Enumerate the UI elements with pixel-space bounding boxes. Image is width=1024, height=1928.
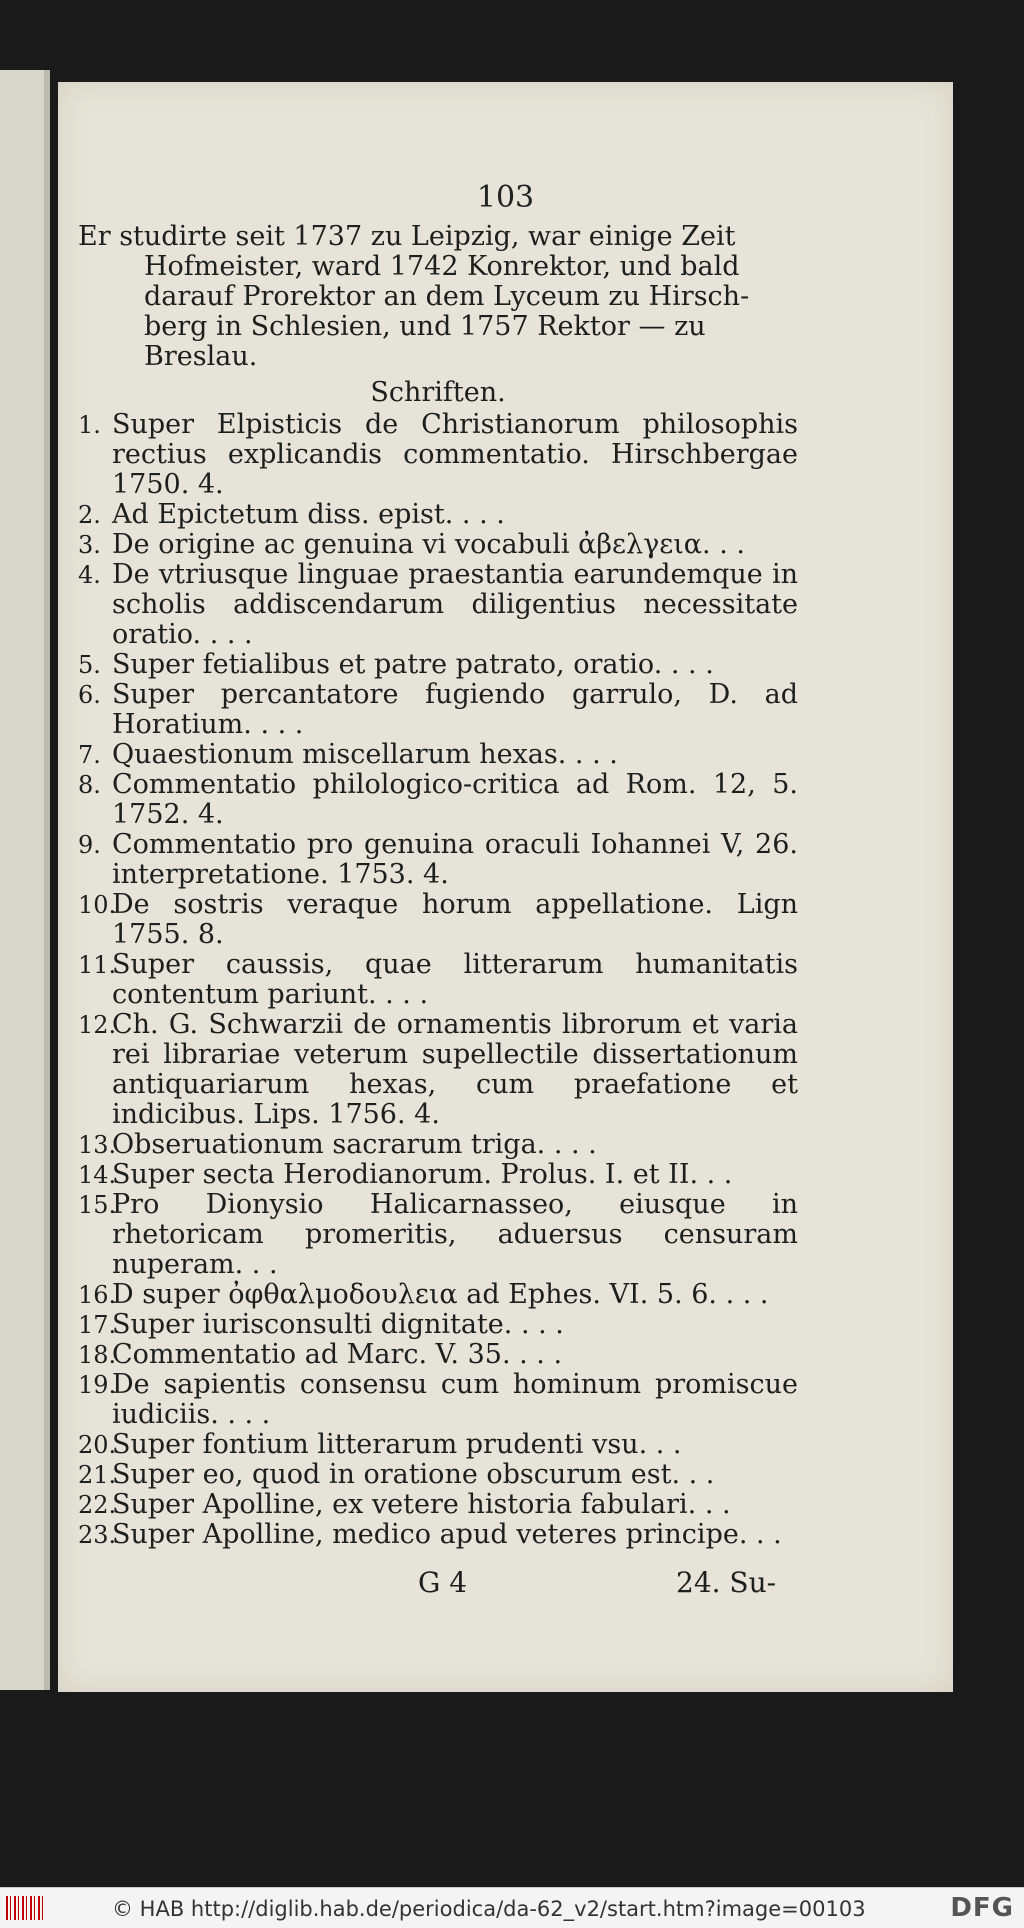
entry-number: 5. bbox=[78, 651, 101, 679]
entry-text: Super eo, quod in oratione obscurum est. . . bbox=[112, 1459, 715, 1490]
entry-number: 11. bbox=[78, 951, 117, 979]
list-item bbox=[78, 650, 798, 680]
entry-number: 18. bbox=[78, 1341, 117, 1369]
entry-number: 13. bbox=[78, 1131, 117, 1159]
list-item bbox=[78, 560, 798, 650]
list-item bbox=[78, 770, 798, 830]
page-number: 103 bbox=[476, 180, 535, 215]
list-item bbox=[78, 1370, 798, 1430]
catchword: 24. Su- bbox=[676, 1566, 777, 1599]
list-item bbox=[78, 1010, 798, 1130]
entry-text: Super fetialibus et patre patrato, oratio. . . . bbox=[112, 649, 714, 680]
entry-text: Super Elpisticis de Christianorum philosophis rectius explicandis commentatio. Hirschbergae 1750. 4. bbox=[112, 409, 798, 500]
entry-text: Super iurisconsulti dignitate. . . . bbox=[112, 1309, 564, 1340]
list-item bbox=[78, 1460, 798, 1490]
entry-text: De sostris veraque horum appellatione. Lign 1755. 8. bbox=[112, 889, 798, 950]
entry-number: 17. bbox=[78, 1311, 117, 1339]
list-item bbox=[78, 1160, 798, 1190]
entry-text: Pro Dionysio Halicarnasseo, eiusque in rhetoricam promeritis, aduersus censuram nuperam. . . bbox=[112, 1189, 798, 1280]
list-item bbox=[78, 890, 798, 950]
list-item bbox=[78, 410, 798, 500]
entry-text: De origine ac genuina vi vocabuli ἀβελγεια. . . bbox=[112, 529, 745, 560]
entry-text: Commentatio ad Marc. V. 35. . . . bbox=[112, 1339, 563, 1370]
entry-number: 8. bbox=[78, 771, 101, 799]
entry-text: Obseruationum sacrarum triga. . . . bbox=[112, 1129, 597, 1160]
entry-text: Super fontium litterarum prudenti vsu. . . bbox=[112, 1429, 682, 1460]
list-item bbox=[78, 740, 798, 770]
entry-number: 19. bbox=[78, 1371, 117, 1399]
intro-line: darauf Prorektor an dem Lyceum zu Hirsch- bbox=[144, 281, 750, 312]
intro-line: Hofmeister, ward 1742 Konrektor, und bald bbox=[144, 251, 740, 282]
intro-line: Er studirte seit 1737 zu Leipzig, war einige Zeit bbox=[78, 221, 736, 252]
intro-line: Breslau. bbox=[144, 341, 258, 372]
entry-text: D super ὀφθαλμοδουλεια ad Ephes. VI. 5. 6. . . . bbox=[112, 1279, 769, 1310]
entry-number: 7. bbox=[78, 741, 101, 769]
page-fold-shadow bbox=[44, 70, 50, 1690]
section-heading: Schriften. bbox=[370, 377, 506, 408]
list-item bbox=[78, 500, 798, 530]
dfg-logo: DFG bbox=[950, 1893, 1014, 1923]
entry-number: 23. bbox=[78, 1521, 117, 1549]
entry-number: 3. bbox=[78, 531, 101, 559]
list-item bbox=[78, 1190, 798, 1280]
list-item bbox=[78, 1130, 798, 1160]
entry-number: 4. bbox=[78, 561, 101, 589]
entry-text: Super Apolline, ex vetere historia fabulari. . . bbox=[112, 1489, 731, 1520]
list-item bbox=[78, 1310, 798, 1340]
entry-number: 14. bbox=[78, 1161, 117, 1189]
page-body bbox=[78, 222, 798, 1550]
entry-text: Super Apolline, medico apud veteres principe. . . bbox=[112, 1519, 782, 1550]
list-item bbox=[78, 530, 798, 560]
list-item bbox=[78, 1490, 798, 1520]
entry-number: 22. bbox=[78, 1491, 117, 1519]
entry-text: Super percantatore fugiendo garrulo, D. ad Horatium. . . . bbox=[112, 679, 798, 740]
list-item bbox=[78, 680, 798, 740]
entry-text: Super caussis, quae litterarum humanitatis contentum pariunt. . . . bbox=[112, 949, 798, 1010]
list-item bbox=[78, 950, 798, 1010]
entry-text: Quaestionum miscellarum hexas. . . . bbox=[112, 739, 618, 770]
list-item bbox=[78, 1340, 798, 1370]
biography-paragraph bbox=[78, 222, 798, 372]
page-footer bbox=[58, 1566, 953, 1606]
entry-number: 1. bbox=[78, 411, 101, 439]
entry-text: Super secta Herodianorum. Prolus. I. et II. . . bbox=[112, 1159, 733, 1190]
list-item bbox=[78, 1280, 798, 1310]
entry-number: 9. bbox=[78, 831, 101, 859]
list-item bbox=[78, 1520, 798, 1550]
entry-number: 12. bbox=[78, 1011, 117, 1039]
entry-number: 20. bbox=[78, 1431, 117, 1459]
viewer-footer-bar bbox=[0, 1887, 1024, 1928]
signature-mark: G 4 bbox=[418, 1566, 468, 1599]
intro-line: berg in Schlesien, und 1757 Rektor — zu bbox=[144, 311, 706, 342]
copyright-link[interactable]: © HAB http://diglib.hab.de/periodica/da-62_v2/start.htm?image=00103 bbox=[112, 1897, 866, 1921]
entry-text: Commentatio pro genuina oraculi Iohannei V, 26. interpretatione. 1753. 4. bbox=[112, 829, 798, 890]
entry-number: 16. bbox=[78, 1281, 117, 1309]
adjacent-page-edge bbox=[0, 70, 50, 1690]
entry-number: 6. bbox=[78, 681, 101, 709]
entry-text: De vtriusque linguae praestantia earundemque in scholis addiscendarum diligentius necessitate oratio. . . . bbox=[112, 559, 798, 650]
entry-text: Ad Epictetum diss. epist. . . . bbox=[112, 499, 505, 530]
publication-list bbox=[78, 410, 798, 1550]
scanned-page bbox=[58, 82, 953, 1692]
entry-text: Ch. G. Schwarzii de ornamentis librorum et varia rei librariae veterum supellectile dissertationum antiquariarum hexas, cum praefatione et indicibus. Lips. 1756. 4. bbox=[112, 1009, 798, 1130]
entry-text: Commentatio philologico-critica ad Rom. 12, 5. 1752. 4. bbox=[112, 769, 798, 830]
entry-number: 10. bbox=[78, 891, 117, 919]
entry-number: 15. bbox=[78, 1191, 117, 1219]
barcode-logo-icon bbox=[6, 1896, 46, 1920]
list-item bbox=[78, 1430, 798, 1460]
entry-text: De sapientis consensu cum hominum promiscue iudiciis. . . . bbox=[112, 1369, 798, 1430]
entry-number: 2. bbox=[78, 501, 101, 529]
list-item bbox=[78, 830, 798, 890]
entry-number: 21. bbox=[78, 1461, 117, 1489]
